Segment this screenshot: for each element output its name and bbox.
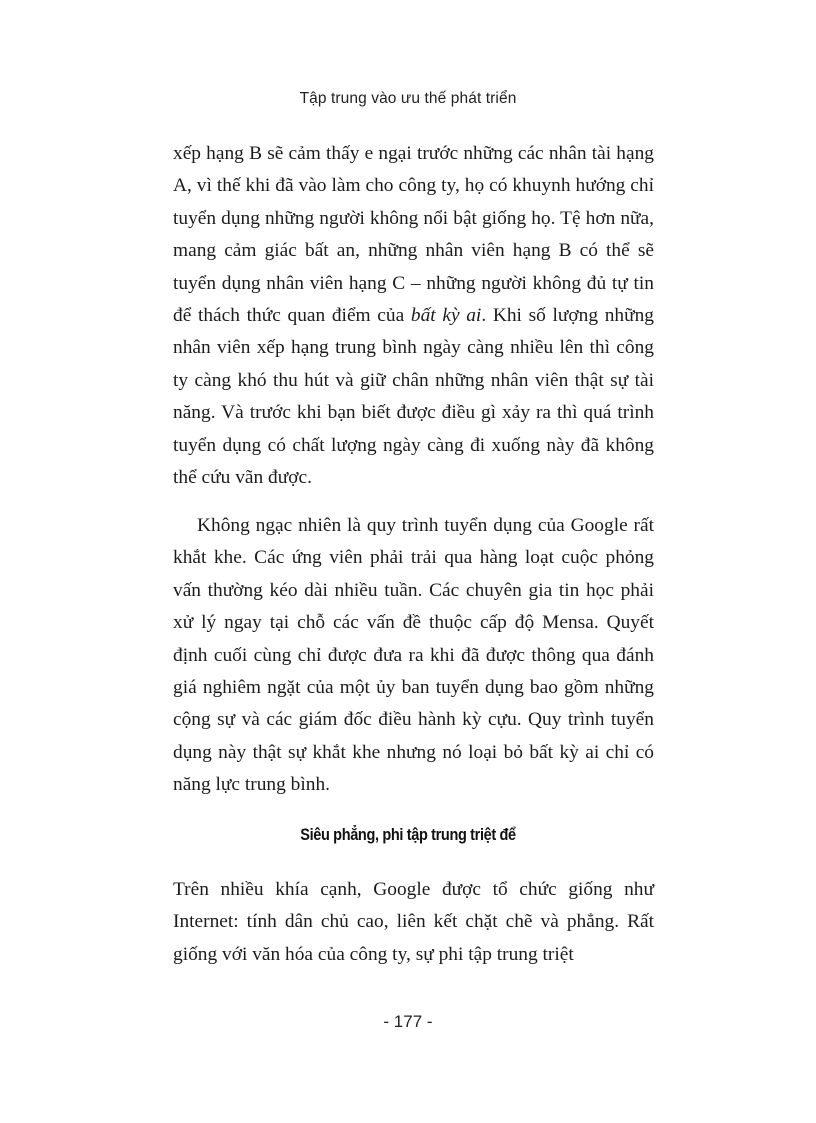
body-paragraph-2 <box>173 510 654 802</box>
paragraph-1-part-a: xếp hạng B sẽ cảm thấy e ngại trước những các nhân tài hạng A, vì thế khi đã vào làm cho công ty, họ có khuynh hướng chỉ tuyển dụng những người không nổi bật giống họ. Tệ hơn nữa, mang cảm giác bất an, những nhân viên hạng B có thể sẽ tuyển dụng nhân viên hạng C – những người không đủ tự tin để thách thức quan điểm của <box>173 143 654 327</box>
section-heading: Siêu phẳng, phi tập trung triệt để <box>300 826 516 844</box>
paragraph-1-italic: bất kỳ ai <box>410 305 482 327</box>
paragraph-2-text: Không ngạc nhiên là quy trình tuyển dụng của Google rất khắt khe. Các ứng viên phải trải qua hàng loạt cuộc phỏng vấn thường kéo dài nhiều tuần. Các chuyên gia tin học phải xử lý ngay tại chỗ các vấn đề thuộc cấp độ Mensa. Quyết định cuối cùng chỉ được đưa ra khi đã được thông qua đánh giá nghiêm ngặt của một ủy ban tuyển dụng bao gồm những cộng sự và các giám đốc điều hành kỳ cựu. Quy trình tuyển dụng này thật sự khắt khe nhưng nó loại bỏ bất kỳ ai chỉ có năng lực trung bình. <box>173 515 654 796</box>
page-number: - 177 - <box>383 1012 433 1031</box>
body-paragraph-1 <box>173 138 654 494</box>
paragraph-1-text <box>173 138 654 494</box>
body-paragraph-3 <box>173 874 654 971</box>
paragraph-3-text: Trên nhiều khía cạnh, Google được tổ chức giống như Internet: tính dân chủ cao, liên kết chặt chẽ và phẳng. Rất giống với văn hóa của công ty, sự phi tập trung triệt <box>173 879 654 965</box>
paragraph-1-part-b: . Khi số lượng những nhân viên xếp hạng trung bình ngày càng nhiều lên thì công ty càng khó thu hút và giữ chân những nhân viên thật sự tài năng. Và trước khi bạn biết được điều gì xảy ra thì quá trình tuyển dụng có chất lượng ngày càng đi xuống này đã không thể cứu vãn được. <box>173 305 654 489</box>
running-head: Tập trung vào ưu thế phát triển <box>299 90 517 107</box>
